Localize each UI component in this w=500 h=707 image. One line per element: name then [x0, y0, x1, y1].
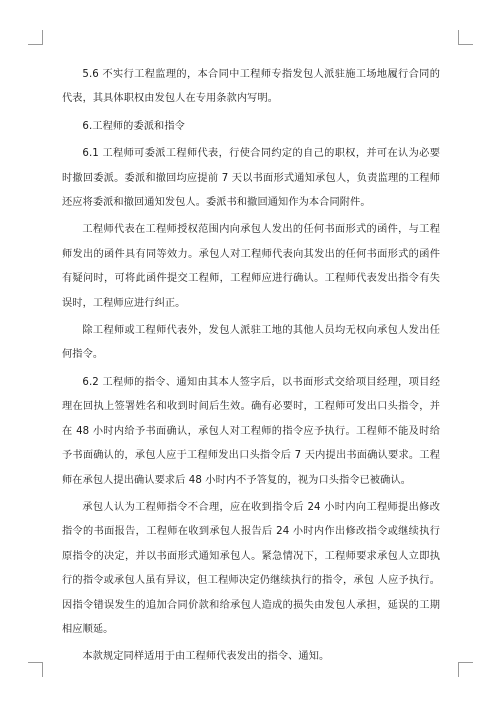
crop-mark-bottom-left [28, 662, 43, 677]
paragraph-engineer-representative: 工程师代表在工程师授权范围内向承包人发出的任何书面形式的函件，与工程师发出的函件具有同等效力。承包人对工程师代表向其发出的任何书面形式的函件有疑问时，可将此函件提交工程师，工程师应进行确认。工程师代表发出指令有失误时，工程师应进行纠正。 [62, 224, 440, 309]
crop-mark-top-right [458, 30, 473, 45]
crop-mark-bottom-right [458, 662, 473, 677]
paragraph-applicability: 本款规定同样适用于由工程师代表发出的指令、通知。 [82, 651, 330, 663]
crop-mark-top-left [28, 30, 43, 45]
section-heading-6: 6.工程师的委派和指令 [82, 120, 185, 132]
paragraph-6-2: 6.2 工程师的指令、通知由其本人签字后，以书面形式交给项目经理，项目经理在回执上签署姓名和收到时间后生效。确有必要时，工程师可发出口头指令，并在 48 小时内给予书面确认，承包人对工程师的指令应予执行。工程师不能及时给予书面确认的，承包人应于工程师发出口头指令后 7 天内提出书面确认要求。工程师在承包人提出确认要求后 48 小时内不予答复的，视为口头指令已被确认。 [62, 376, 440, 486]
paragraph-unreasonable-instruction: 承包人认为工程师指令不合理，应在收到指令后 24 小时内向工程师提出修改指令的书面报告，工程师在收到承包人报告后 24 小时内作出修改指令或继续执行原指令的决定，并以书面形式通知承包人。紧急情况下，工程师要求承包人立即执行的指令或承包人虽有异议，但工程师决定仍继续执行的指令，承包 人应予执行。因指令错误发生的追加合同价款和给承包人造成的损失由发包人承担，延误的工期相应顺延。 [62, 501, 440, 635]
paragraph-other-personnel: 除工程师或工程师代表外，发包人派驻工地的其他人员均无权向承包人发出任何指令。 [62, 325, 440, 361]
paragraph-6-1: 6.1 工程师可委派工程师代表，行使合同约定的自己的职权，并可在认为必要时撤回委派。委派和撤回均应提前 7 天以书面形式通知承包人，负责监理的工程师还应将委派和撤回通知发包人。委派书和撤回通知作为本合同附件。 [62, 148, 440, 209]
document-body [62, 63, 440, 673]
paragraph-5-6: 5.6 不实行工程监理的，本合同中工程师专指发包人派驻施工场地履行合同的代表，其具体职权由发包人在专用条款内写明。 [62, 69, 440, 105]
